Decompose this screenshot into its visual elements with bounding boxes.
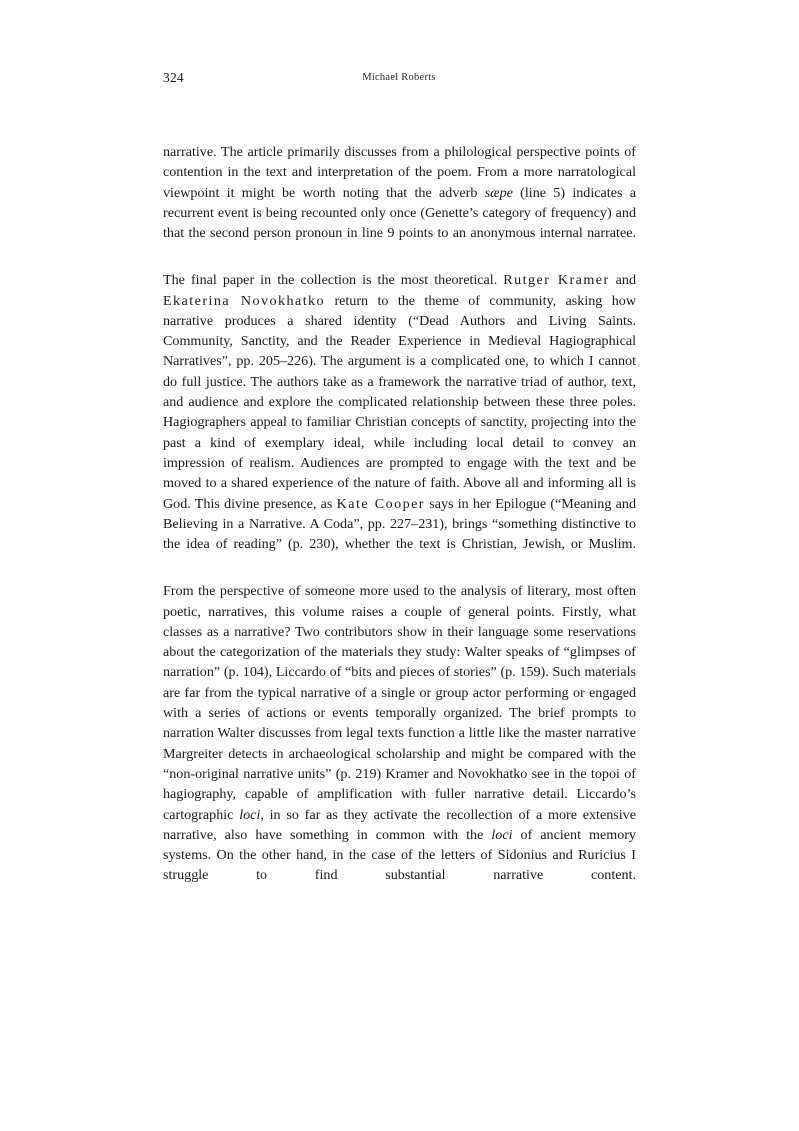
author-name: Kate Cooper (336, 495, 425, 512)
page-number: 324 (163, 70, 184, 85)
para-1: narrative. The article primarily discusses from a philological perspective points of contention in the text and interpretation of the poem. From a more narratological viewpoint it might be worth noting that the adverb sæpe (line 5) indicates a recurrent event is being recounted only once (Genette’s category of frequency) and that the second person pronoun in line 9 points to an anonymous internal narratee. (163, 144, 636, 242)
italic-term: loci (239, 806, 261, 823)
italic-term: loci (491, 826, 513, 843)
para-3: From the perspective of someone more used to the analysis of literary, most often poetic, narratives, this volume raises a couple of general points. Firstly, what classes as a narrative? Two contributors show in their language some reservations about the categorization of the materials they study: Walter speaks of “glimpses of narration” (p. 104), Liccardo of “bits and pieces of stories” (p. 159). Such materials are far from the typical narrative of a single or group actor performing or engaged with a series of actions or events temporally organized. The brief prompts to narration Walter discusses from legal texts function a little like the master narrative Margreiter detects in archaeological scholarship and might be compared with the “non-original narrative units” (p. 219) Kramer and Novokhatko see in the topoi of hagiography, capable of amplification with fuller narrative detail. Liccardo’s cartographic loci, in so far as they activate the recollection of a more extensive narrative, also have something in common with the loci of ancient memory systems. On the other hand, in the case of the letters of Sidonius and Ruricius I struggle to find substantial narrative content. (163, 583, 636, 884)
body-text (163, 142, 636, 906)
author-name: Ekaterina Novokhatko (163, 292, 326, 309)
para-2: The final paper in the collection is the most theoretical. Rutger Kramer and Ekaterina Novokhatko return to the theme of community, asking how narrative produces a shared identity (“Dead Authors and Living Saints. Community, Sanctity, and the Reader Experience in Medieval Hagiographical Narratives”, pp. 205–226). The argument is a complicated one, to which I cannot do full justice. The authors take as a framework the narrative triad of author, text, and audience and explore the complicated relationship between these three poles. Hagiographers appeal to familiar Christian concepts of sanctity, projecting into the past a kind of exemplary ideal, while including local detail to convey an impression of realism. Audiences are prompted to engage with the text and be moved to a shared experience of the nature of faith. Above all and informing all is God. This divine presence, as Kate Cooper says in her Epilogue (“Meaning and Believing in a Narrative. A Coda”, pp. 227–231), brings “something distinctive to the idea of reading” (p. 230), whether the text is Christian, Jewish, or Muslim. (163, 272, 637, 553)
running-title: Michael Roberts (362, 72, 436, 83)
author-name: Rutger Kramer (503, 272, 610, 289)
running-head (163, 70, 636, 88)
italic-term: sæpe (484, 184, 513, 201)
